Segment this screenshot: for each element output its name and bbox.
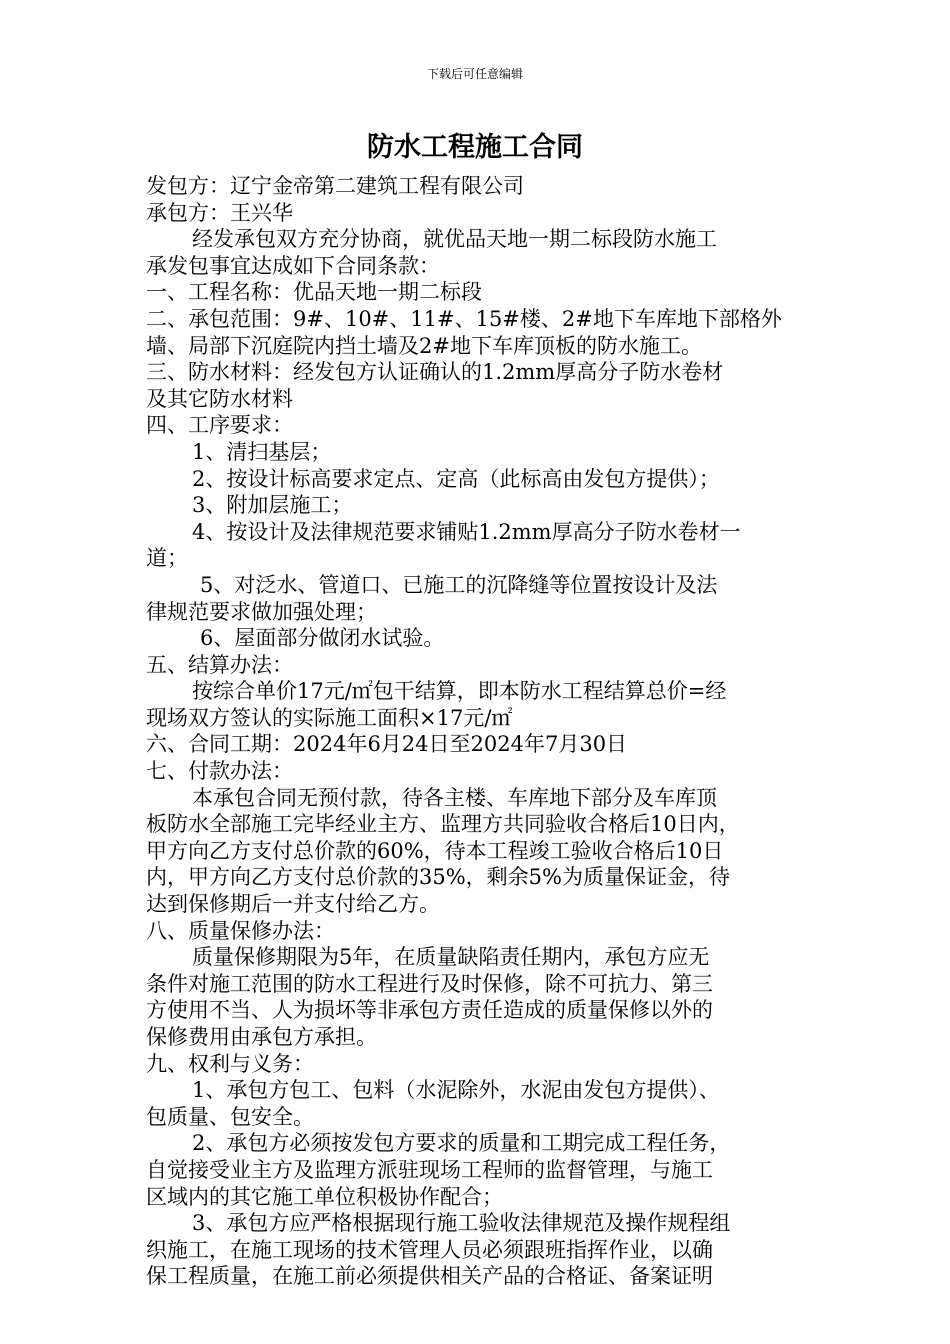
text-line: 道； <box>146 546 188 571</box>
list-item: 1、清扫基层； <box>192 439 332 464</box>
list-item: 2、承包方必须按发包方要求的质量和工期完成工程任务， <box>192 1131 731 1156</box>
text-line: 按综合单价17元/㎡包干结算，即本防水工程结算总价=经 <box>192 679 727 704</box>
text-line: 甲方向乙方支付总价款的60%，待本工程竣工验收合格后10日 <box>146 838 724 863</box>
section-heading: 三、防水材料：经发包方认证确认的1.2mm厚高分子防水卷材 <box>146 360 724 385</box>
text-line: 本承包合同无预付款，待各主楼、车库地下部分及车库顶 <box>192 785 717 810</box>
document-title: 防水工程施工合同 <box>367 132 583 163</box>
section-heading: 八、质量保修办法： <box>146 918 335 943</box>
section-heading: 六、合同工期：2024年6月24日至2024年7月30日 <box>146 732 628 757</box>
list-item: 5、对泛水、管道口、已施工的沉降缝等位置按设计及法 <box>200 572 718 597</box>
contract-body <box>146 173 810 1290</box>
text-line: 保工程质量，在施工前必须提供相关产品的合格证、备案证明 <box>146 1264 713 1289</box>
list-item: 2、按设计标高要求定点、定高（此标高由发包方提供）； <box>192 466 720 491</box>
text-line: 内，甲方向乙方支付总价款的35%，剩余5%为质量保证金，待 <box>146 865 730 890</box>
list-item: 1、承包方包工、包料（水泥除外，水泥由发包方提供）、 <box>192 1078 720 1103</box>
header-note: 下载后可任意编辑 <box>426 67 523 81</box>
text-line: 承包方：王兴华 <box>146 200 293 225</box>
text-line: 方使用不当、人为损坏等非承包方责任造成的质量保修以外的 <box>146 998 713 1023</box>
text-line: 织施工，在施工现场的技术管理人员必须跟班指挥作业，以确 <box>146 1237 713 1262</box>
text-line: 承发包事宜达成如下合同条款： <box>146 253 440 278</box>
text-line: 包质量、包安全。 <box>146 1104 314 1129</box>
text-line: 达到保修期后一并支付给乙方。 <box>146 892 440 917</box>
text-line: 区域内的其它施工单位积极协作配合； <box>146 1184 503 1209</box>
section-heading: 五、结算办法： <box>146 652 293 677</box>
text-line: 律规范要求做加强处理； <box>146 599 377 624</box>
text-line: 墙、局部下沉庭院内挡土墙及2#地下车库顶板的防水施工。 <box>146 333 702 358</box>
section-heading: 九、权利与义务： <box>146 1051 314 1076</box>
text-line: 自觉接受业主方及监理方派驻现场工程师的监督管理，与施工 <box>146 1157 713 1182</box>
list-item: 6、屋面部分做闭水试验。 <box>200 626 445 651</box>
text-line: 条件对施工范围的防水工程进行及时保修，除不可抗力、第三 <box>146 971 713 996</box>
section-heading: 七、付款办法： <box>146 759 293 784</box>
text-line: 及其它防水材料 <box>146 386 293 411</box>
text-line: 现场双方签认的实际施工面积×17元/㎡ <box>146 705 513 730</box>
text-line: 经发承包双方充分协商，就优品天地一期二标段防水施工 <box>192 227 717 252</box>
text-line: 发包方：辽宁金帝第二建筑工程有限公司 <box>146 174 524 198</box>
section-heading: 二、承包范围：9#、10#、11#、15#楼、2#地下车库地下部格外 <box>146 306 782 331</box>
list-item: 4、按设计及法律规范要求铺贴1.2mm厚高分子防水卷材一 <box>192 519 741 544</box>
section-heading: 一、工程名称：优品天地一期二标段 <box>146 280 482 305</box>
text-line: 保修费用由承包方承担。 <box>146 1025 377 1049</box>
section-heading: 四、工序要求： <box>146 413 293 438</box>
list-item: 3、附加层施工； <box>192 493 353 518</box>
text-line: 板防水全部施工完毕经业主方、监理方共同验收合格后10日内， <box>146 812 740 837</box>
text-line: 质量保修期限为5年，在质量缺陷责任期内，承包方应无 <box>192 945 710 970</box>
list-item: 3、承包方应严格根据现行施工验收法律规范及操作规程组 <box>192 1211 731 1236</box>
